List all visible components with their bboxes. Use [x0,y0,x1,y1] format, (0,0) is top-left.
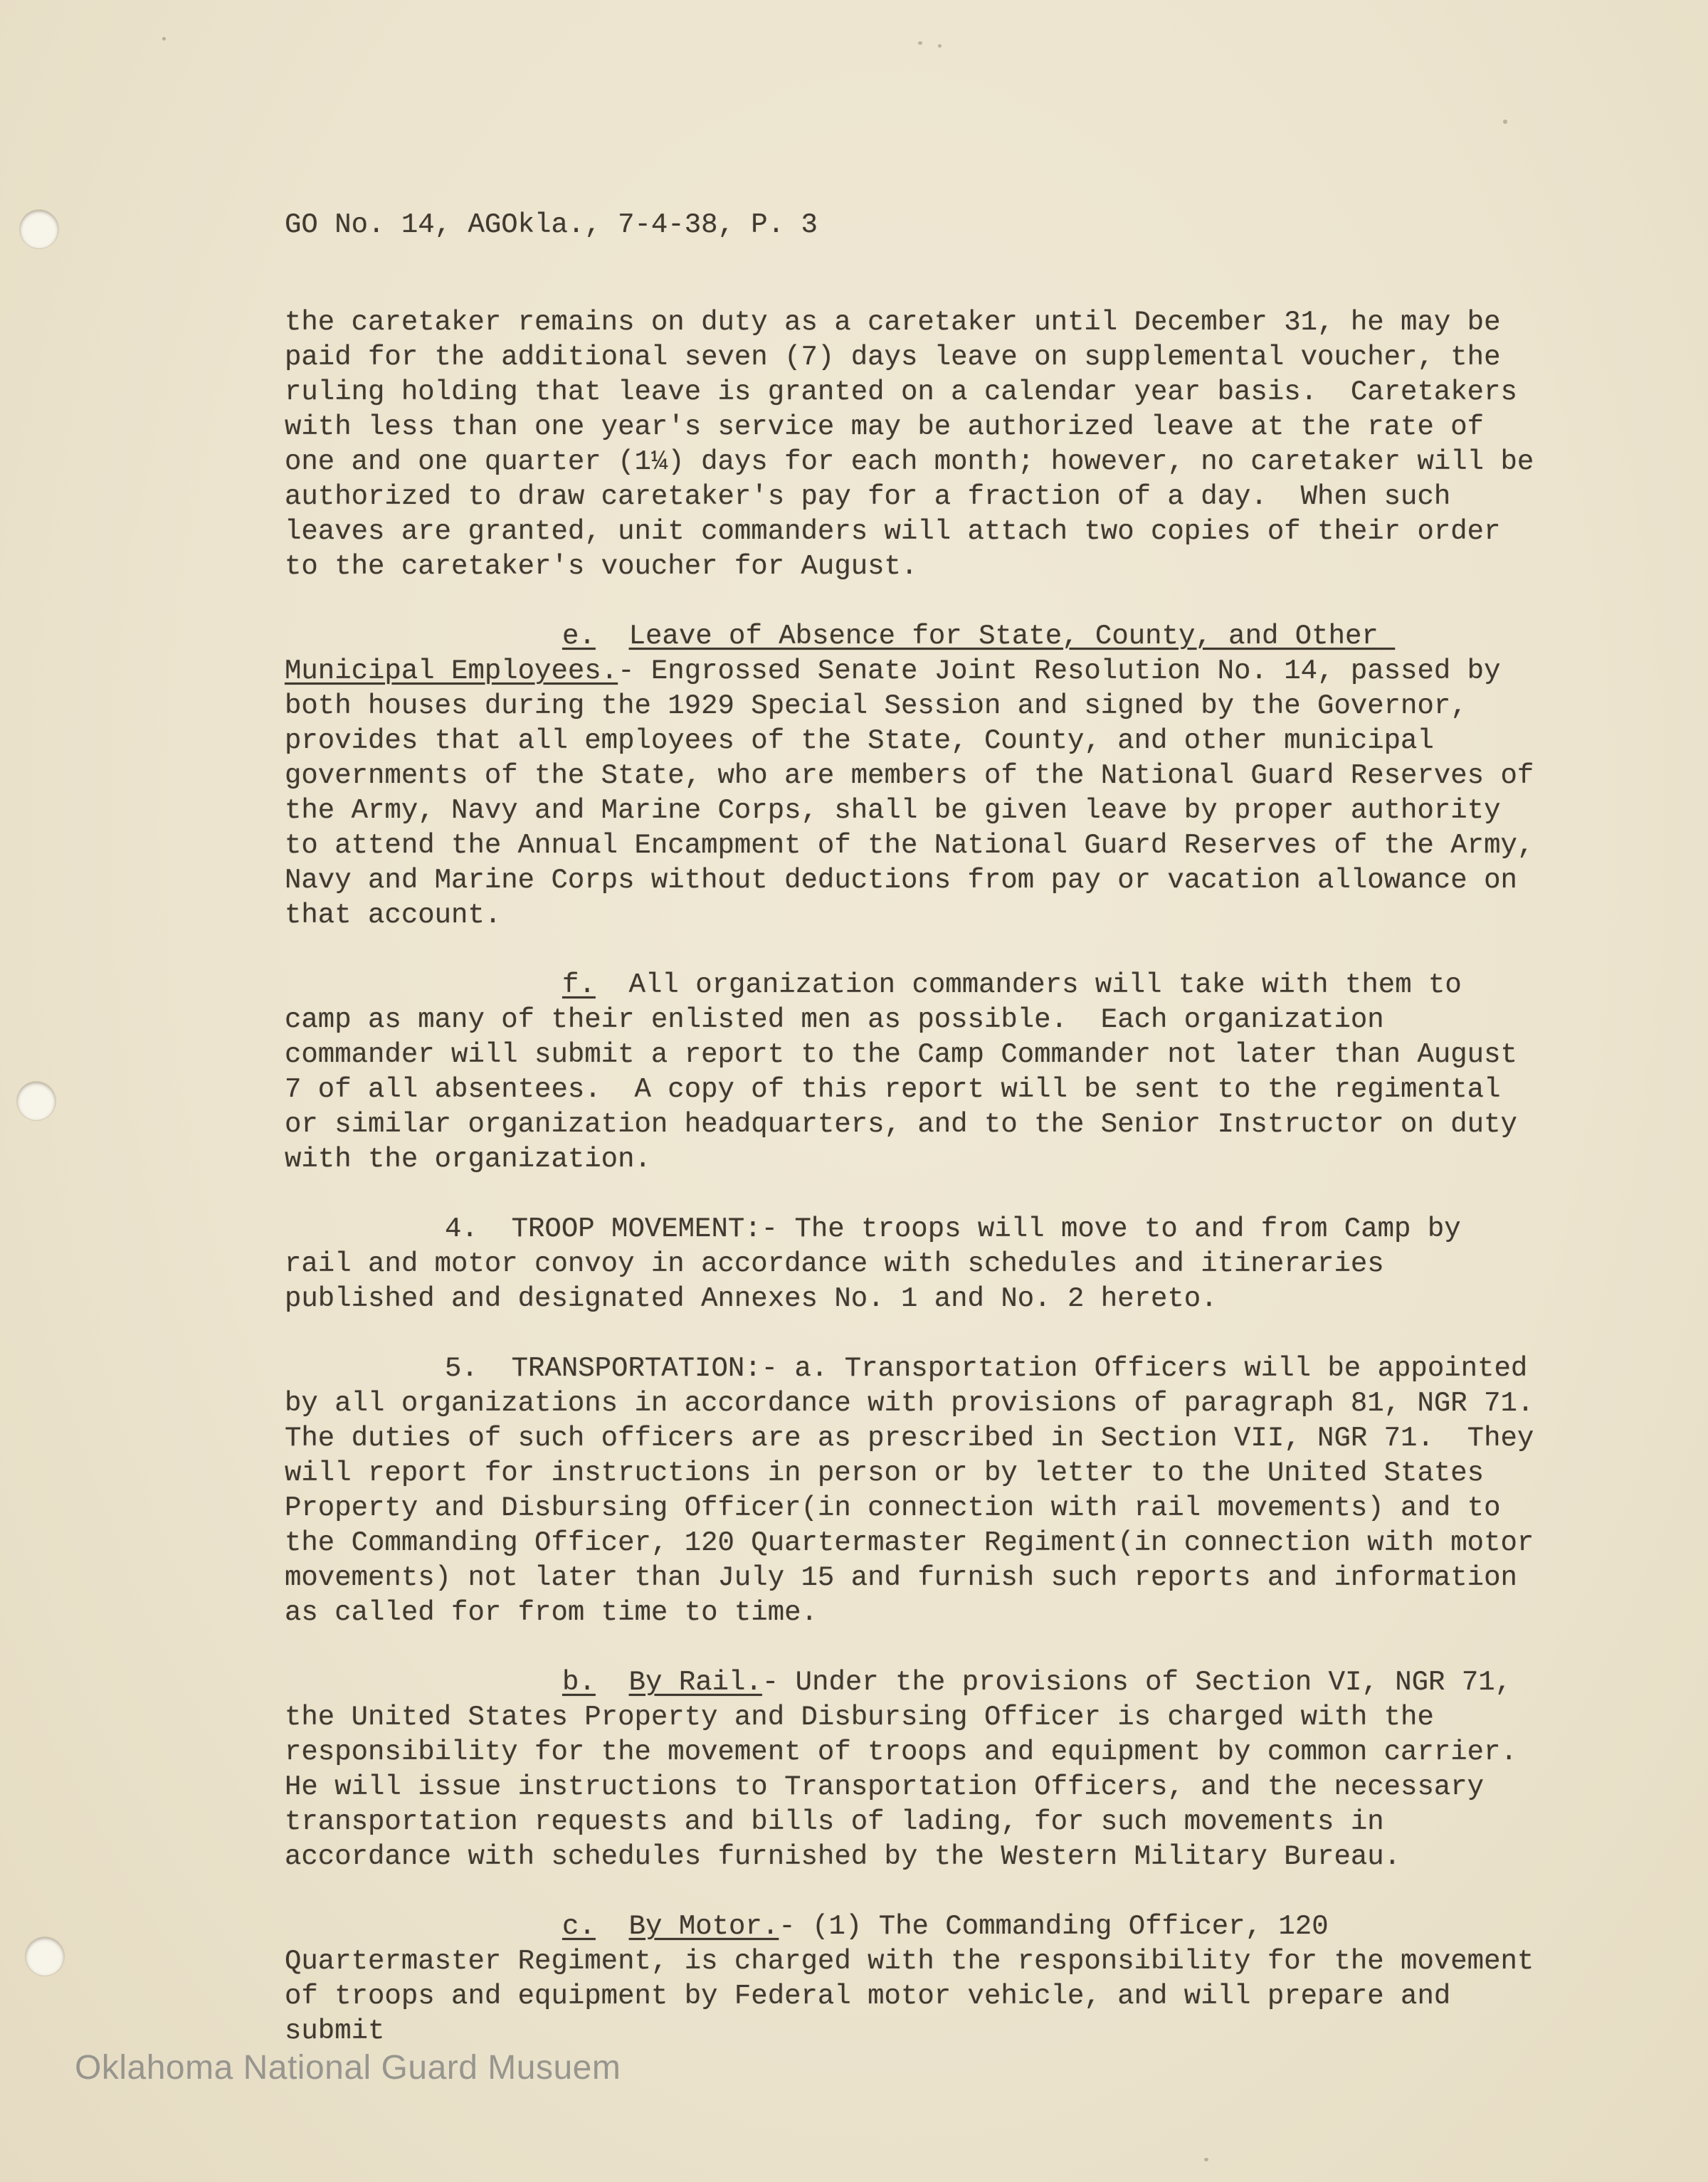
underlined-text: c. [562,1911,596,1942]
body-text: 5. TRANSPORTATION:- a. Transportation Officers will be appointed by all organizations in accordance with provisions of paragraph 81, NGR 71. The duties of such officers are as prescribed in Section VII, NGR 71. They will report for instructions in person or by letter to the United States Property and Disbursing Officer(in connection with rail movements) and to the Commanding Officer, 120 Quartermaster Regiment(in connection with motor movements) not later than July 15 and furnish such reports and information as called for from time to time. [285,1353,1568,1628]
para-f-organization-commanders [285,968,1539,1177]
body-text [596,1911,629,1942]
body-text: 4. TROOP MOVEMENT:- The troops will move to and from Camp by rail and motor convoy in accordance with schedules and itineraries published and designated Annexes No. 1 and No. 2 hereto. [285,1213,1478,1314]
underlined-text: f. [562,969,596,1001]
scan-speck [162,37,166,41]
document-body [285,305,1568,2049]
punch-hole [17,1082,56,1120]
scan-speck [938,44,942,48]
para-c-by-motor [285,1909,1551,2049]
scan-speck [1503,120,1507,124]
document-content [285,208,1568,2084]
scan-speck [918,41,922,45]
body-text [596,621,629,652]
body-text: All organization commanders will take with them to camp as many of their enlisted men as possible. Each organization commander will submit a report to the Camp Commander not later than August 7 of all absentees. A copy of this report will be sent to the regimental or similar organization headquarters, and to the Senior Instructor on duty with the organization. [285,969,1534,1175]
body-text: - Under the provisions of Section VI, NGR 71, the United States Property and Disbursing Officer is charged with the responsibility for the movement of troops and equipment by common carrier. He will issue instructions to Transportation Officers, and the necessary transportation requests and bills of lading, for such movements in accordance with schedules furnished by the Western Military Bureau. [285,1667,1551,1872]
para-caretaker-leave [285,305,1551,584]
body-text: the caretaker remains on duty as a caretaker until December 31, he may be paid for the additional seven (7) days leave on supplemental voucher, the ruling holding that leave is granted on a calendar year basis. Caretakers with less than one year's service may be authorized leave at the rate of one and one quarter (1¼) days for each month; however, no caretaker will be authorized to draw caretaker's pay for a fraction of a day. When such leaves are granted, unit commanders will attach two copies of their order to the caretaker's voucher for August. [285,307,1551,582]
watermark: Oklahoma National Guard Musuem [75,2049,621,2087]
para-b-by-rail [285,1665,1551,1875]
body-text: - (1) The Commanding Officer, 120 Quartermaster Regiment, is charged with the responsibility for the movement of troops and equipment by Federal motor vehicle, and will prepare and submit [285,1911,1551,2047]
para-e-leave-of-absence [285,619,1551,933]
punch-hole [20,210,58,248]
underlined-text: b. [562,1667,596,1698]
page-header: GO No. 14, AGOkla., 7-4-38, P. 3 [285,209,818,241]
body-text: - Engrossed Senate Joint Resolution No. 14, passed by both houses during the 1929 Special Session and signed by the Governor, provides that all employees of the State, County, and other municipal governments of the State, who are members of the National Guard Reserves of the Army, Navy and Marine Corps, shall be given leave by proper authority to attend the Annual Encampment of the National Guard Reserves of the Army, Navy and Marine Corps without deductions from pay or vacation allowance on that account. [285,655,1551,931]
scan-speck [1204,2158,1208,2161]
underlined-text: By Rail. [628,1667,762,1698]
para-4-troop-movement [285,1212,1539,1317]
para-5-transportation [285,1351,1568,1630]
body-text [596,1667,629,1698]
punch-hole [26,1937,64,1976]
underlined-text: e. [562,621,596,652]
underlined-text: By Motor. [628,1911,779,1942]
underlined-text: Leave of Absence for State, County, and Other Municipal Employees. [285,621,1396,687]
